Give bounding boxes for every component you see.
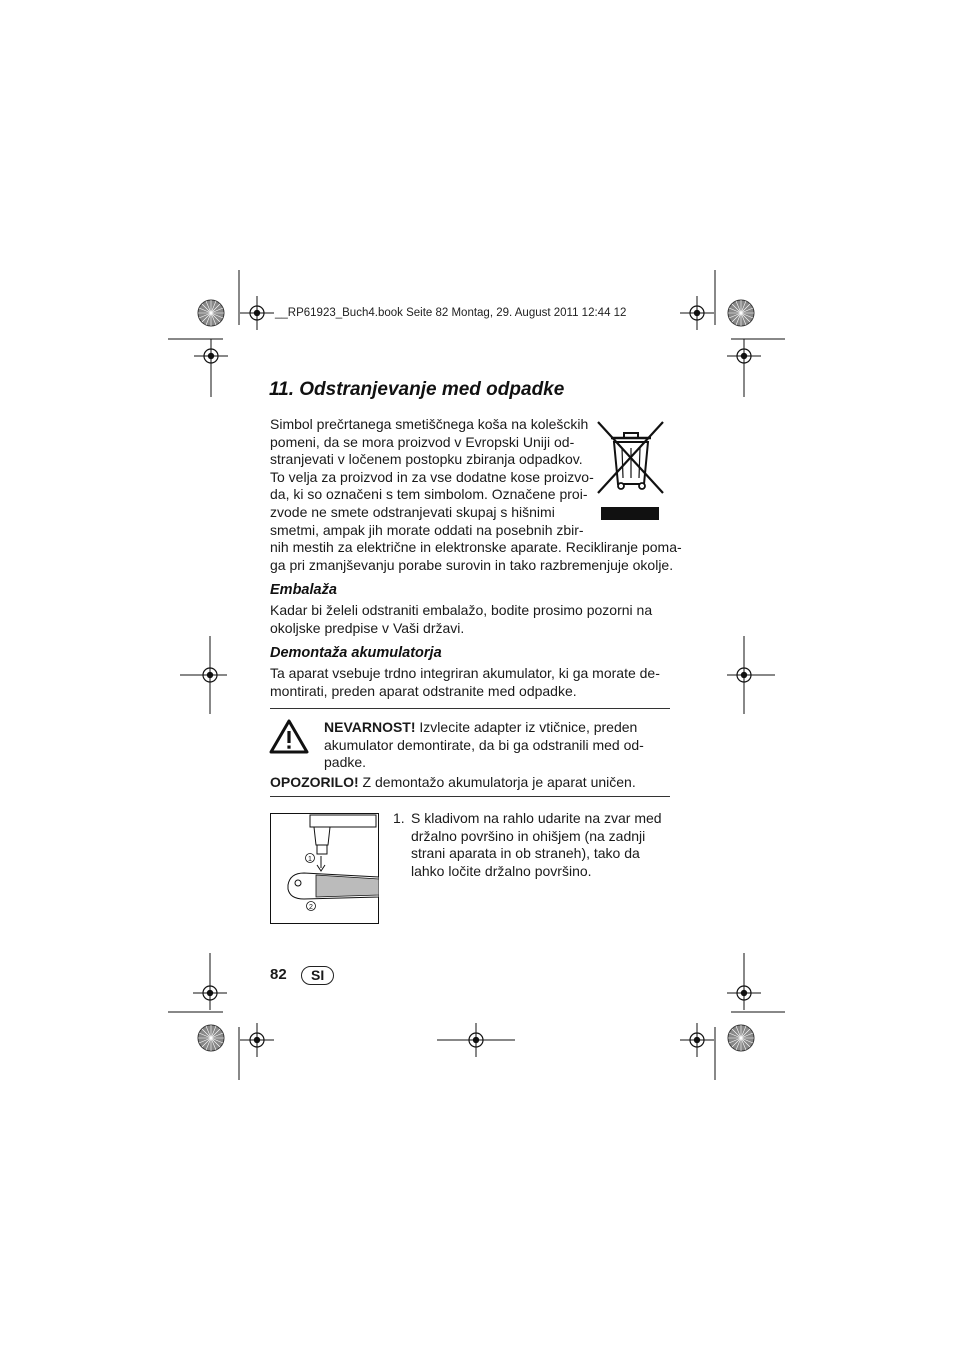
step-line: držalno površino in ohišjem (na zadnji xyxy=(411,827,646,844)
intro-line: nih mestih za električne in elektronske aparate. Recikliranje poma- xyxy=(270,539,682,556)
intro-line: zvode ne smete odstranjevati skupaj s hišnimi xyxy=(270,503,555,520)
battery-removal-illustration xyxy=(270,813,379,924)
danger-line: padke. xyxy=(324,754,367,771)
crossed-out-wheelie-bin-icon xyxy=(596,420,666,523)
intro-line: Simbol prečrtanega smetiščnega koša na kolešckih xyxy=(270,416,589,432)
packaging-line: Kadar bi želeli odstraniti embalažo, bodite prosimo pozorni na xyxy=(270,602,653,618)
danger-label: NEVARNOST! xyxy=(324,719,416,735)
file-info-header: __RP61923_Buch4.book Seite 82 Montag, 29. August 2011 12:44 12 xyxy=(275,307,627,319)
step-line: S kladivom na rahlo udarite na zvar med xyxy=(411,810,662,826)
figure-label: 2 xyxy=(309,904,313,911)
disassembly-line: montirati, preden aparat odstranite med odpadke. xyxy=(270,682,577,699)
divider xyxy=(270,708,670,709)
intro-line: da, ki so označeni s tem simbolom. Označene proi- xyxy=(270,486,588,503)
caution-notice xyxy=(270,774,680,792)
disassembly-heading: Demontaža akumulatorja xyxy=(270,645,442,661)
intro-line: smetmi, ampak jih morate oddati na posebnih zbir- xyxy=(270,521,584,538)
warning-triangle-icon xyxy=(269,719,309,754)
language-code: SI xyxy=(301,966,334,985)
packaging-line: okoljske predpise v Vaši državi. xyxy=(270,619,465,636)
page-number: 82 xyxy=(270,966,287,983)
step-text xyxy=(411,810,681,880)
danger-line: akumulator demontirate, da bi ga odstranili med od- xyxy=(324,736,644,753)
caution-text: Z demontažo akumulatorja je aparat uničen. xyxy=(358,774,636,790)
packaging-paragraph xyxy=(270,602,680,637)
step-line: lahko ločite držalno površino. xyxy=(411,862,592,879)
step-line: strani aparata in ob straneh), tako da xyxy=(411,845,640,862)
intro-line: ga pri zmanjševanju porabe surovin in tako razbremenjuje okolje. xyxy=(270,556,674,573)
step-number: 1. xyxy=(393,810,405,826)
language-badge xyxy=(301,966,334,985)
disassembly-paragraph xyxy=(270,665,680,700)
intro-line: pomeni, da se mora proizvod v Evropski Uniji od- xyxy=(270,433,575,450)
divider xyxy=(270,796,670,797)
danger-notice xyxy=(324,719,674,772)
intro-line: To velja za proizvod in za vse dodatne kose proizvo- xyxy=(270,468,594,485)
section-title: 11. Odstranjevanje med odpadke xyxy=(269,379,565,400)
disassembly-line: Ta aparat vsebuje trdno integriran akumulator, ki ga morate de- xyxy=(270,665,660,681)
packaging-heading: Embalaža xyxy=(270,582,337,598)
intro-line: stranjevati v ločenem postopku zbiranja odpadkov. xyxy=(270,451,583,468)
figure-label: 1 xyxy=(308,856,312,863)
danger-text: Izvlecite adapter iz vtičnice, preden xyxy=(415,719,638,735)
caution-label: OPOZORILO! xyxy=(270,774,359,790)
